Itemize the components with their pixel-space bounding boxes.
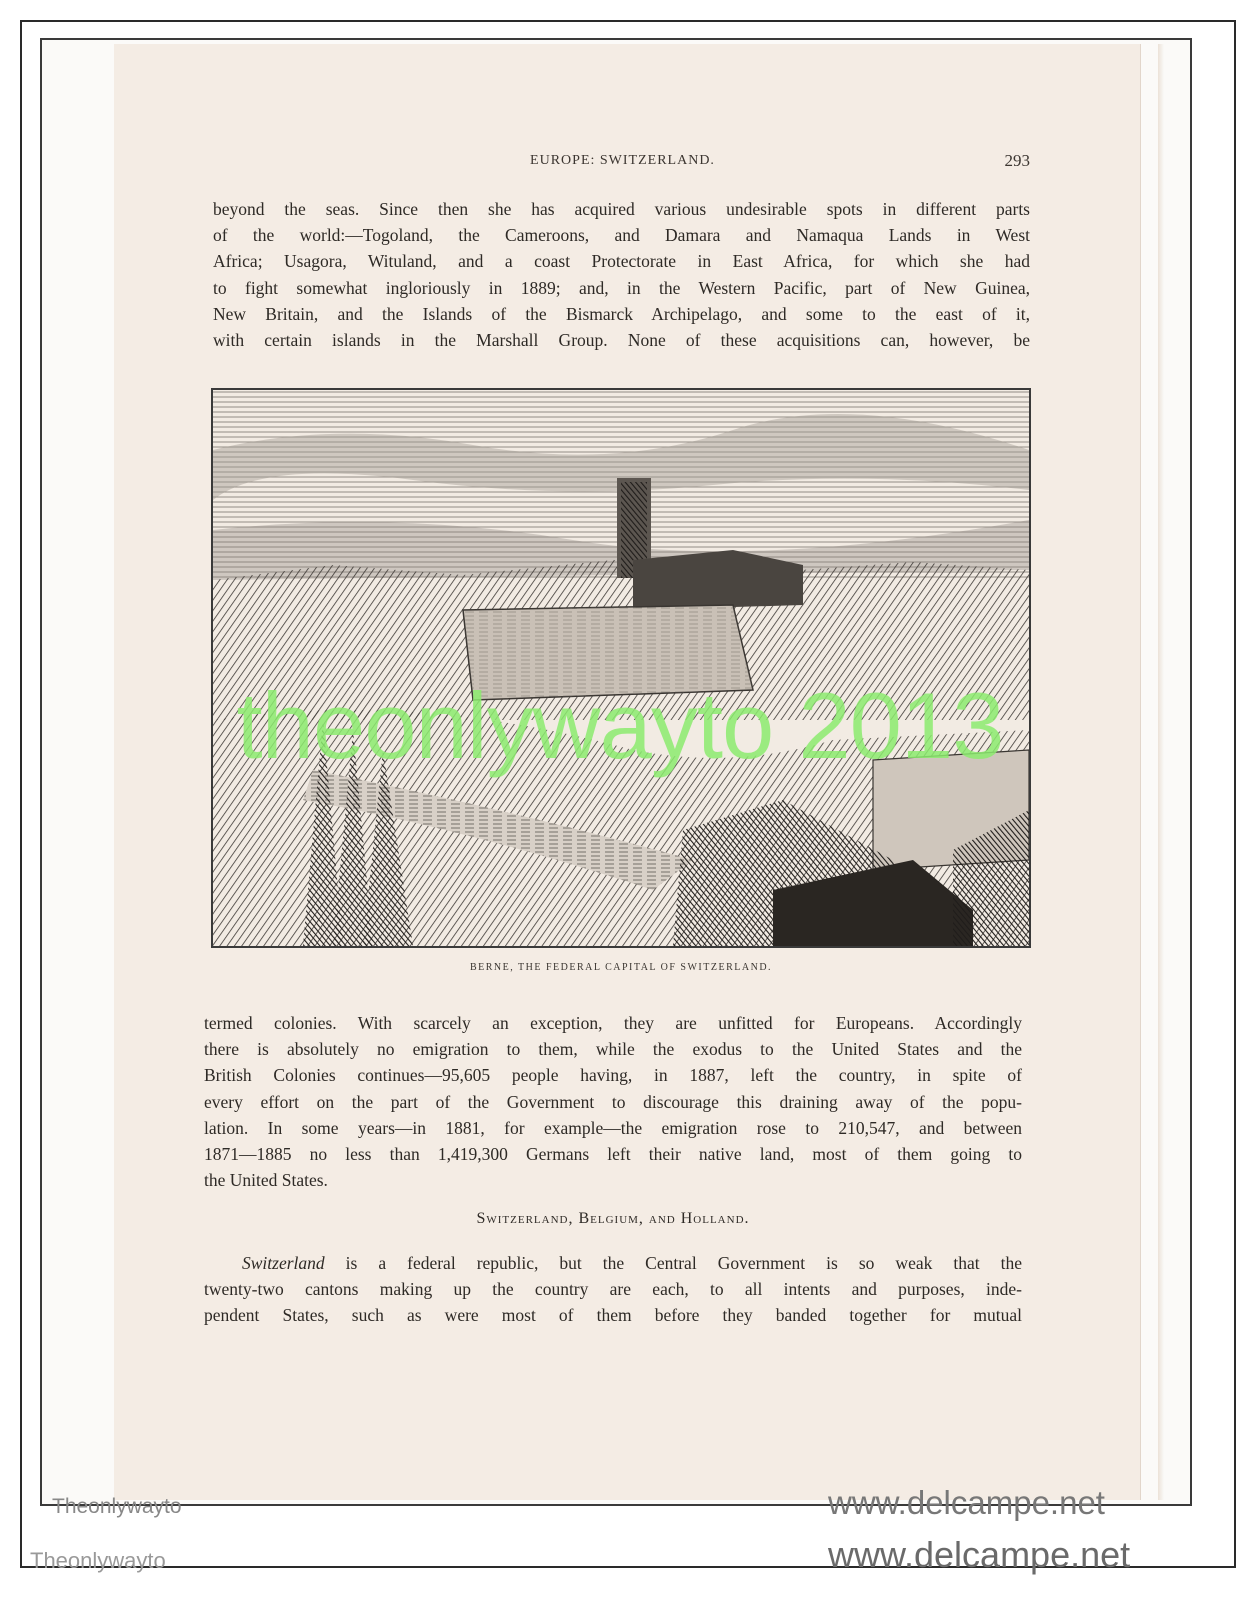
section-heading: Switzerland, Belgium, and Holland. <box>476 1210 750 1227</box>
text-line: termed colonies. With scarcely an exception, they are unfitted for Europeans. Accordingly <box>204 1013 1022 1033</box>
text-line: there is absolutely no emigration to them, while the exodus to the United States and the <box>204 1039 1022 1060</box>
text-line: beyond the seas. Since then she has acquired various undesirable spots in different parts <box>213 199 1030 219</box>
text-line: British Colonies continues—95,605 people having, in 1887, left the country, in spite of <box>204 1065 1022 1086</box>
berne-engraving <box>211 388 1031 948</box>
text-line: to fight somewhat ingloriously in 1889; and, in the Western Pacific, part of New Guinea, <box>213 277 1030 298</box>
text-line: New Britain, and the Islands of the Bismarck Archipelago, and some to the east of it, <box>213 303 1030 324</box>
text-line: 1871—1885 no less than 1,419,300 Germans left their native land, most of them going to <box>204 1144 1022 1165</box>
text-line: pendent States, such as were most of them before they banded together for mutual <box>204 1305 1022 1326</box>
site-watermark: www.delcampe.net <box>828 1534 1131 1575</box>
paragraph-1 <box>213 196 1030 353</box>
running-head <box>215 153 1030 175</box>
text-line: twenty-two cantons making up the country are each, to all intents and purposes, inde- <box>204 1279 1022 1300</box>
page-number: 293 <box>1004 151 1030 170</box>
illustration-caption: BERNE, THE FEDERAL CAPITAL OF SWITZERLAND. <box>469 962 773 973</box>
italic-lead: Switzerland <box>242 1253 325 1273</box>
text-line: the United States. <box>204 1170 328 1191</box>
paragraph-2 <box>204 1010 1022 1193</box>
text-line: with certain islands in the Marshall Group. None of these acquisitions can, however, be <box>213 330 1030 351</box>
text-line: of the world:—Togoland, the Cameroons, and Damara and Namaqua Lands in West <box>213 225 1030 246</box>
watermark-text: theonlywayto 2013 <box>236 673 1004 778</box>
text-line <box>204 1250 1022 1276</box>
text-line: Africa; Usagora, Wituland, and a coast Protectorate in East Africa, for which she had <box>213 251 1030 272</box>
text-line: every effort on the part of the Government to discourage this draining away of the popu- <box>204 1091 1022 1112</box>
page-edge <box>1158 44 1164 1500</box>
seller-name: Theonlywayto <box>30 1548 166 1573</box>
site-watermark: www.delcampe.net <box>828 1484 1105 1521</box>
line-rest: is a federal republic, but the Central Government is so weak that the <box>324 1253 1022 1273</box>
paragraph-3 <box>204 1250 1022 1329</box>
running-title: EUROPE: SWITZERLAND. <box>530 153 715 168</box>
seller-name: Theonlywayto <box>52 1495 182 1518</box>
text-line: lation. In some years—in 1881, for example—the emigration rose to 210,547, and between <box>204 1117 1022 1138</box>
